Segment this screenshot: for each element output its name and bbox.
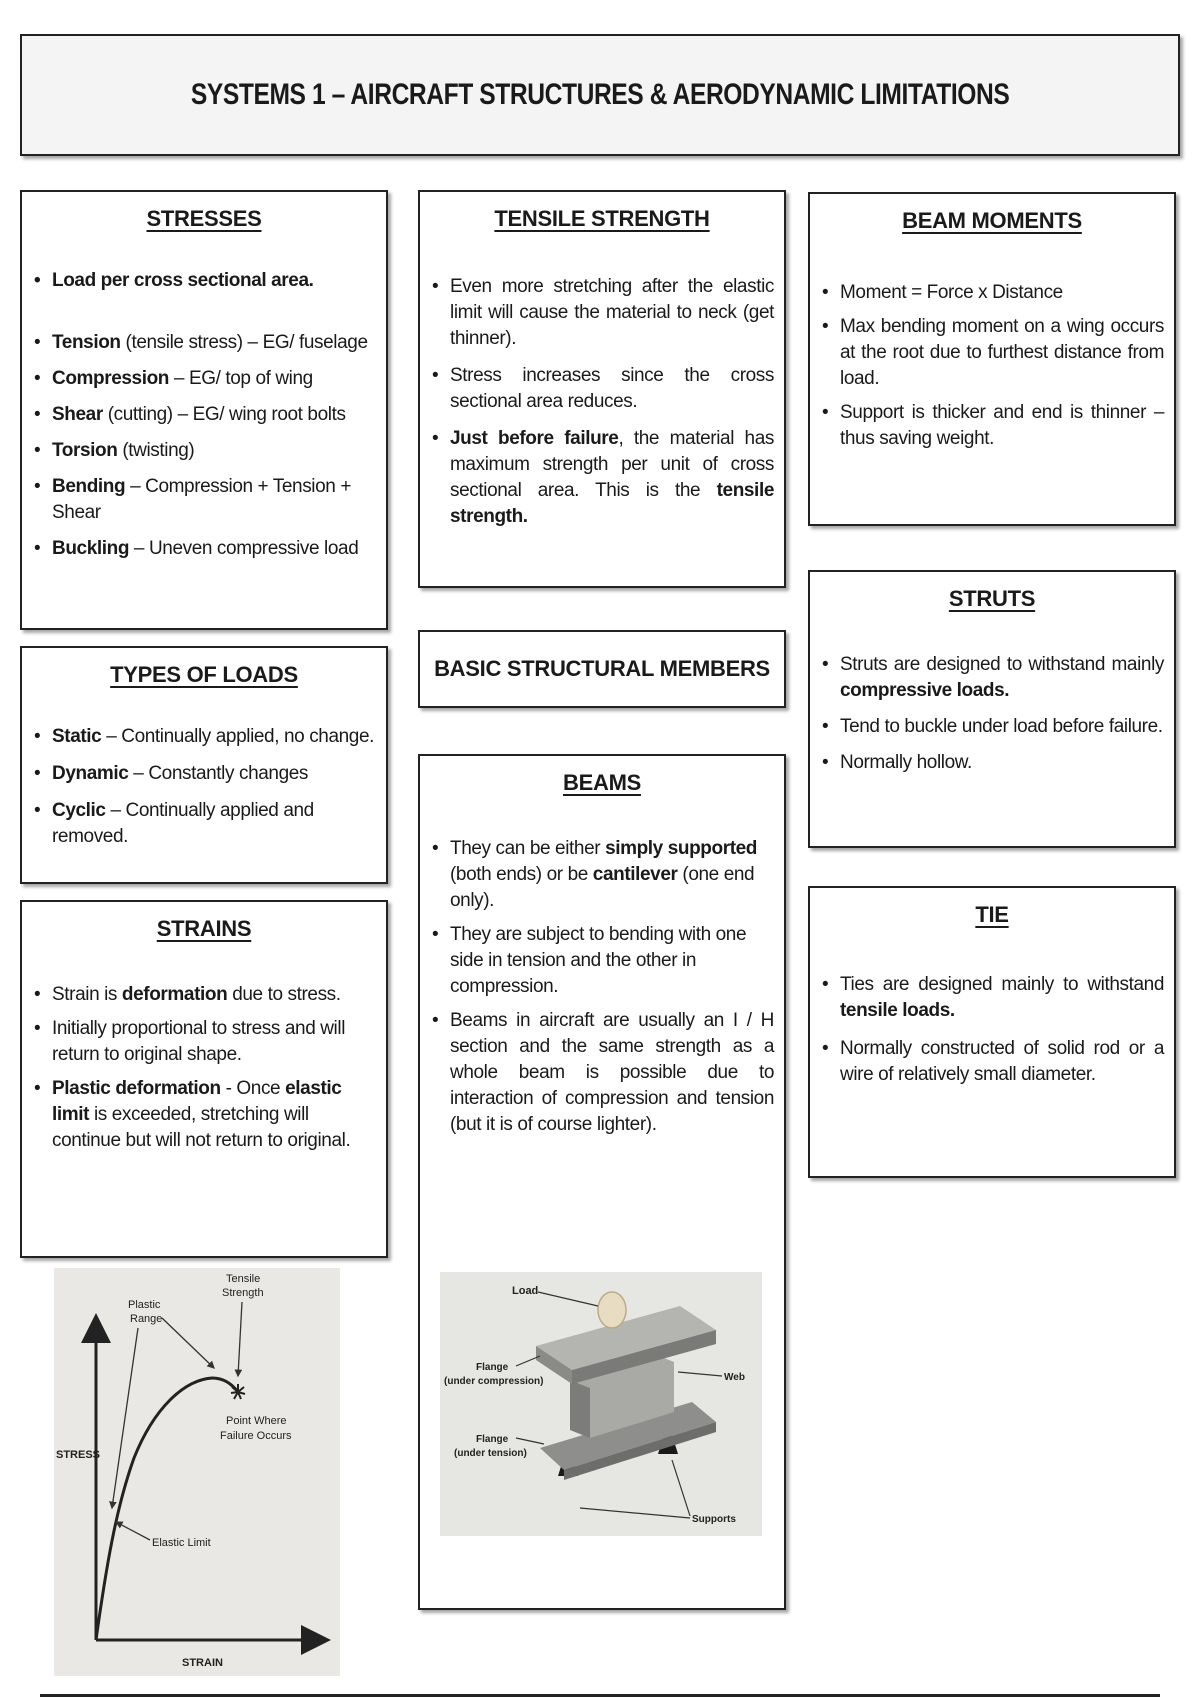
bottom-rule — [40, 1694, 1160, 1697]
list-item: • Normally constructed of solid rod or a wire of relatively small diameter. — [822, 1036, 1164, 1088]
supports-label: Supports — [692, 1514, 736, 1525]
beam-moments-panel — [808, 192, 1176, 526]
moments-list — [810, 280, 1174, 452]
list-item: • Dynamic – Constantly changes — [34, 761, 376, 787]
tie-list — [810, 972, 1174, 1088]
list-item: • Cyclic – Continually applied and removed. — [34, 798, 376, 850]
list-item: • Tend to buckle under load before failure. — [822, 714, 1164, 740]
plastic-range-pointer — [162, 1318, 214, 1368]
stresses-panel — [20, 190, 388, 630]
list-item: • Buckling – Uneven compressive load — [34, 536, 376, 562]
elastic-limit-pointer — [116, 1522, 150, 1540]
tensile-list — [420, 274, 784, 530]
strains-heading: STRAINS — [156, 916, 252, 941]
failure-point-label: Failure Occurs — [220, 1430, 292, 1442]
loads-list — [22, 724, 386, 850]
stress-strain-graph — [54, 1268, 340, 1676]
flange-top-pointer — [516, 1356, 540, 1366]
y-axis-label: STRESS — [56, 1449, 101, 1461]
list-item: • Struts are designed to withstand mainly compressive loads. — [822, 652, 1164, 704]
tie-panel — [808, 886, 1176, 1178]
flange-top-label: (under compression) — [444, 1376, 544, 1387]
struts-heading: STRUTS — [948, 586, 1036, 611]
list-item: • They can be either simply supported (both ends) or be cantilever (one end only). — [432, 836, 774, 914]
list-item: • Beams in aircraft are usually an I / H section and the same strength as a whole beam is possible due to interaction of compression and tension (but it is of course lighter). — [432, 1008, 774, 1138]
stresses-list — [22, 268, 386, 562]
tensile-strength-label: Tensile — [226, 1273, 261, 1285]
stress-strain-curve — [96, 1378, 238, 1640]
list-item: • Shear (cutting) – EG/ wing root bolts — [34, 402, 376, 428]
list-item: • Just before failure, the material has maximum strength per unit of cross sectional area. This is the tensile strength. — [432, 426, 774, 530]
list-item: • Moment = Force x Distance — [822, 280, 1164, 306]
list-item: • Bending – Compression + Tension + Shear — [34, 474, 376, 526]
tensile-strength-label: Strength — [222, 1287, 264, 1299]
flange-bottom-label: (under tension) — [454, 1448, 527, 1459]
tensile-strength-heading: TENSILE STRENGTH — [494, 206, 710, 231]
list-item: • Ties are designed mainly to withstand tensile loads. — [822, 972, 1164, 1024]
list-item: • Max bending moment on a wing occurs at the root due to furthest distance from load. — [822, 314, 1164, 392]
flange-bottom-label: Flange — [476, 1434, 509, 1445]
list-item: • Static – Continually applied, no change. — [34, 724, 376, 750]
supports-pointer — [580, 1508, 690, 1518]
plastic-range-label: Range — [130, 1313, 163, 1325]
i-beam-figure — [440, 1272, 762, 1536]
stress-strain-figure — [54, 1268, 340, 1676]
list-item: • Plastic deformation - Once elastic limit is exceeded, stretching will continue but will not return to original. — [34, 1076, 376, 1154]
types-of-loads-heading: TYPES OF LOADS — [110, 662, 298, 687]
load-icon — [598, 1292, 626, 1328]
stresses-intro: • Load per cross sectional area. — [34, 268, 376, 294]
stresses-heading: STRESSES — [146, 206, 262, 231]
struts-list — [810, 652, 1174, 776]
failure-point-label: Point Where — [226, 1415, 287, 1427]
web-label: Web — [724, 1372, 745, 1383]
load-label: Load — [512, 1285, 539, 1297]
list-item: • Stress increases since the cross sectional area reduces. — [432, 363, 774, 415]
beams-heading: BEAMS — [563, 770, 641, 795]
supports-pointer — [672, 1460, 690, 1516]
list-item: • Tension (tensile stress) – EG/ fuselage — [34, 330, 376, 356]
tensile-strength-panel — [418, 190, 786, 588]
struts-panel — [808, 570, 1176, 848]
strains-panel — [20, 900, 388, 1258]
i-beam-diagram — [440, 1272, 762, 1536]
list-item: • Strain is deformation due to stress. — [34, 982, 376, 1008]
web-pointer — [678, 1372, 722, 1376]
list-item: • Compression – EG/ top of wing — [34, 366, 376, 392]
plastic-range-label: Plastic — [128, 1299, 161, 1311]
strains-list — [22, 982, 386, 1154]
basic-structural-members-heading: BASIC STRUCTURAL MEMBERS — [434, 656, 770, 681]
web-front — [570, 1380, 590, 1438]
x-axis-label: STRAIN — [182, 1657, 223, 1669]
list-item: • They are subject to bending with one side in tension and the other in compression. — [432, 922, 774, 1000]
list-item: • Initially proportional to stress and will return to original shape. — [34, 1016, 376, 1068]
page-title: SYSTEMS 1 – AIRCRAFT STRUCTURES & AERODYNAMIC LIMITATIONS — [190, 78, 1010, 111]
list-item: • Support is thicker and end is thinner – thus saving weight. — [822, 400, 1164, 452]
basic-structural-members-panel — [418, 630, 786, 708]
load-pointer — [538, 1292, 598, 1306]
list-item: • Even more stretching after the elastic limit will cause the material to neck (get thinner). — [432, 274, 774, 352]
tie-heading: TIE — [975, 902, 1009, 927]
tensile-strength-pointer — [238, 1302, 242, 1376]
title-banner — [20, 34, 1180, 156]
list-item: • Normally hollow. — [822, 750, 1164, 776]
elastic-limit-label: Elastic Limit — [152, 1537, 211, 1549]
list-item: • Torsion (twisting) — [34, 438, 376, 464]
beam-moments-heading: BEAM MOMENTS — [902, 208, 1082, 233]
beams-list — [420, 836, 784, 1138]
flange-top-label: Flange — [476, 1362, 509, 1373]
types-of-loads-panel — [20, 646, 388, 884]
flange-bottom-pointer — [516, 1438, 544, 1444]
